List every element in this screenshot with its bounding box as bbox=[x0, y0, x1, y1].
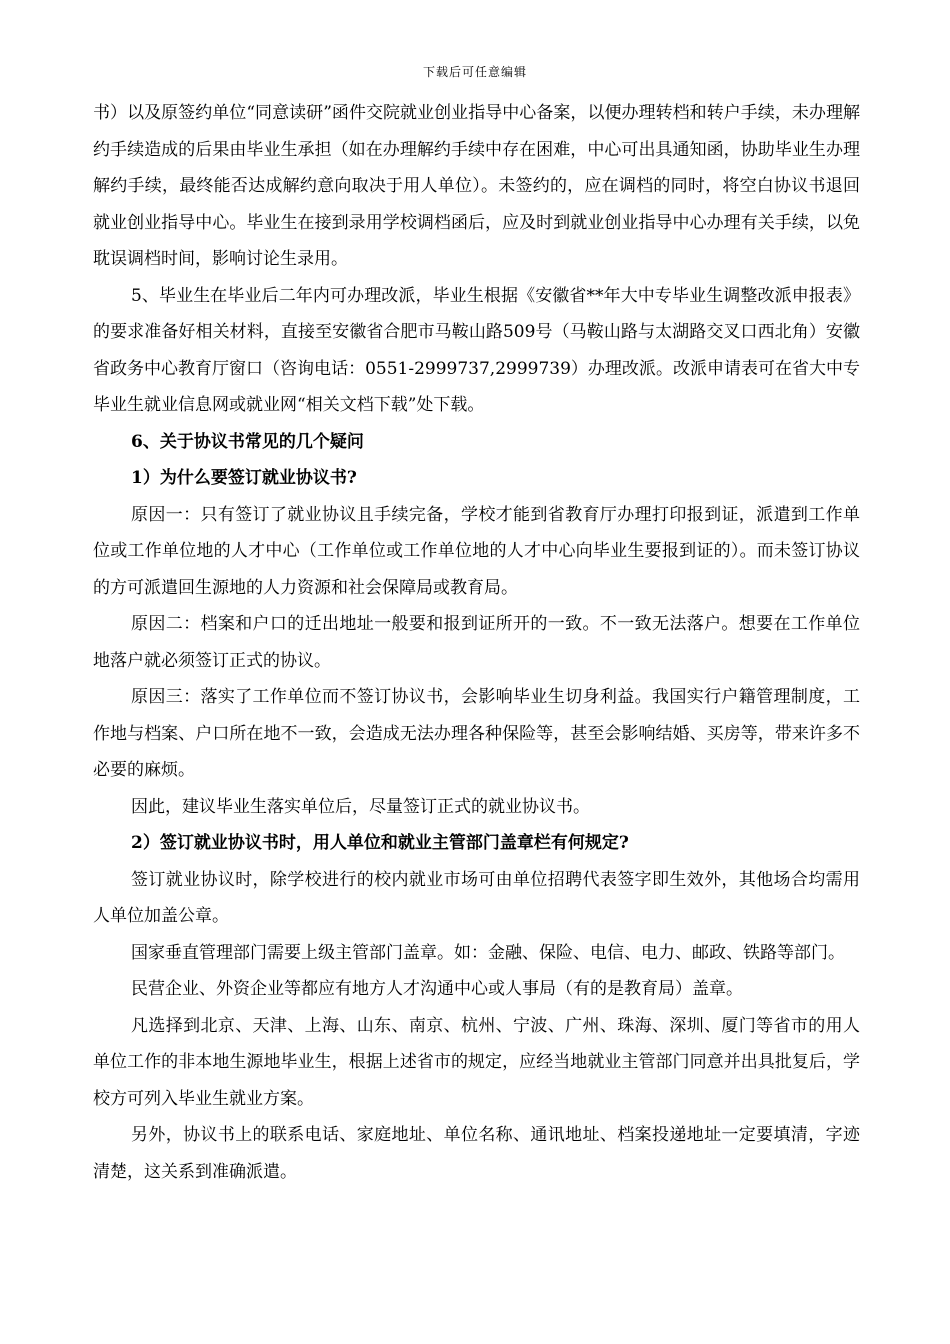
question-heading-seal-rules: 2）签订就业协议书时，用人单位和就业主管部门盖章栏有何规定? bbox=[131, 833, 629, 853]
paragraph-seal-national: 国家垂直管理部门需要上级主管部门盖章。如：金融、保险、电信、电力、邮政、铁路等部门。 bbox=[131, 942, 845, 963]
paragraph-reason-one: 原因一：只有签订了就业协议且手续完备，学校才能到省教育厅办理打印报到证，派遣到工作单位或工作单位地的人才中心（工作单位或工作单位地的人才中心向毕业生要报到证的）。而未签订协议的方可派遣回生源地的人力资源和社会保障局或教育局。 bbox=[93, 504, 860, 598]
paragraph-reason-two: 原因二：档案和户口的迁出地址一般要和报到证所开的一致。不一致无法落户。想要在工作单位地落户就必须签订正式的协议。 bbox=[93, 614, 860, 671]
document-body bbox=[93, 95, 860, 1190]
paragraph-contact-info: 另外，协议书上的联系电话、家庭地址、单位名称、通讯地址、档案投递地址一定要填清，字迹清楚，这关系到准确派遣。 bbox=[93, 1125, 860, 1182]
question-heading-why-sign: 1）为什么要签订就业协议书? bbox=[131, 468, 357, 488]
paragraph-reason-three: 原因三：落实了工作单位而不签订协议书，会影响毕业生切身利益。我国实行户籍管理制度，工作地与档案、户口所在地不一致，会造成无法办理各种保险等，甚至会影响结婚、买房等，带来许多不必要的麻烦。 bbox=[93, 687, 860, 780]
paragraph-conclusion: 因此，建议毕业生落实单位后，尽量签订正式的就业协议书。 bbox=[131, 796, 590, 817]
page-header-note: 下载后可任意编辑 bbox=[422, 65, 527, 79]
paragraph-transfer-procedure: 书）以及原签约单位“同意读研”函件交院就业创业指导中心备案，以便办理转档和转户手续，未办理解约手续造成的后果由毕业生承担（如在办理解约手续中存在困难，中心可出具通知函，协助毕业生办理解约手续，最终能否达成解约意向取决于用人单位）。未签约的，应在调档的同时，将空白协议书退回就业创业指导中心。毕业生在接到录用学校调档函后，应及时到就业创业指导中心办理有关手续，以免耽误调档时间，影响讨论生录用。 bbox=[93, 103, 860, 269]
paragraph-seal-private: 民营企业、外资企业等都应有地方人才沟通中心或人事局（有的是教育局）盖章。 bbox=[131, 979, 743, 999]
paragraph-seal-cities: 凡选择到北京、天津、上海、山东、南京、杭州、宁波、广州、珠海、深圳、厦门等省市的用人单位工作的非本地生源地毕业生，根据上述省市的规定，应经当地就业主管部门同意并出具批复后，学校方可列入毕业生就业方案。 bbox=[93, 1015, 860, 1109]
paragraph-reassignment: 5、毕业生在毕业后二年内可办理改派，毕业生根据《安徽省**年大中专毕业生调整改派申报表》的要求准备好相关材料，直接至安徽省合肥市马鞍山路509号（马鞍山路与太湖路交叉口西北角）安徽省政务中心教育厅窗口（咨询电话：0551-2999737,2999739）办理改派。改派申请表可在省大中专毕业生就业信息网或就业网“相关文档下载”处下载。 bbox=[93, 285, 860, 415]
section-heading-faq: 6、关于协议书常见的几个疑问 bbox=[131, 431, 364, 452]
paragraph-seal-general: 签订就业协议时，除学校进行的校内就业市场可由单位招聘代表签字即生效外，其他场合均需用人单位加盖公章。 bbox=[93, 869, 860, 926]
